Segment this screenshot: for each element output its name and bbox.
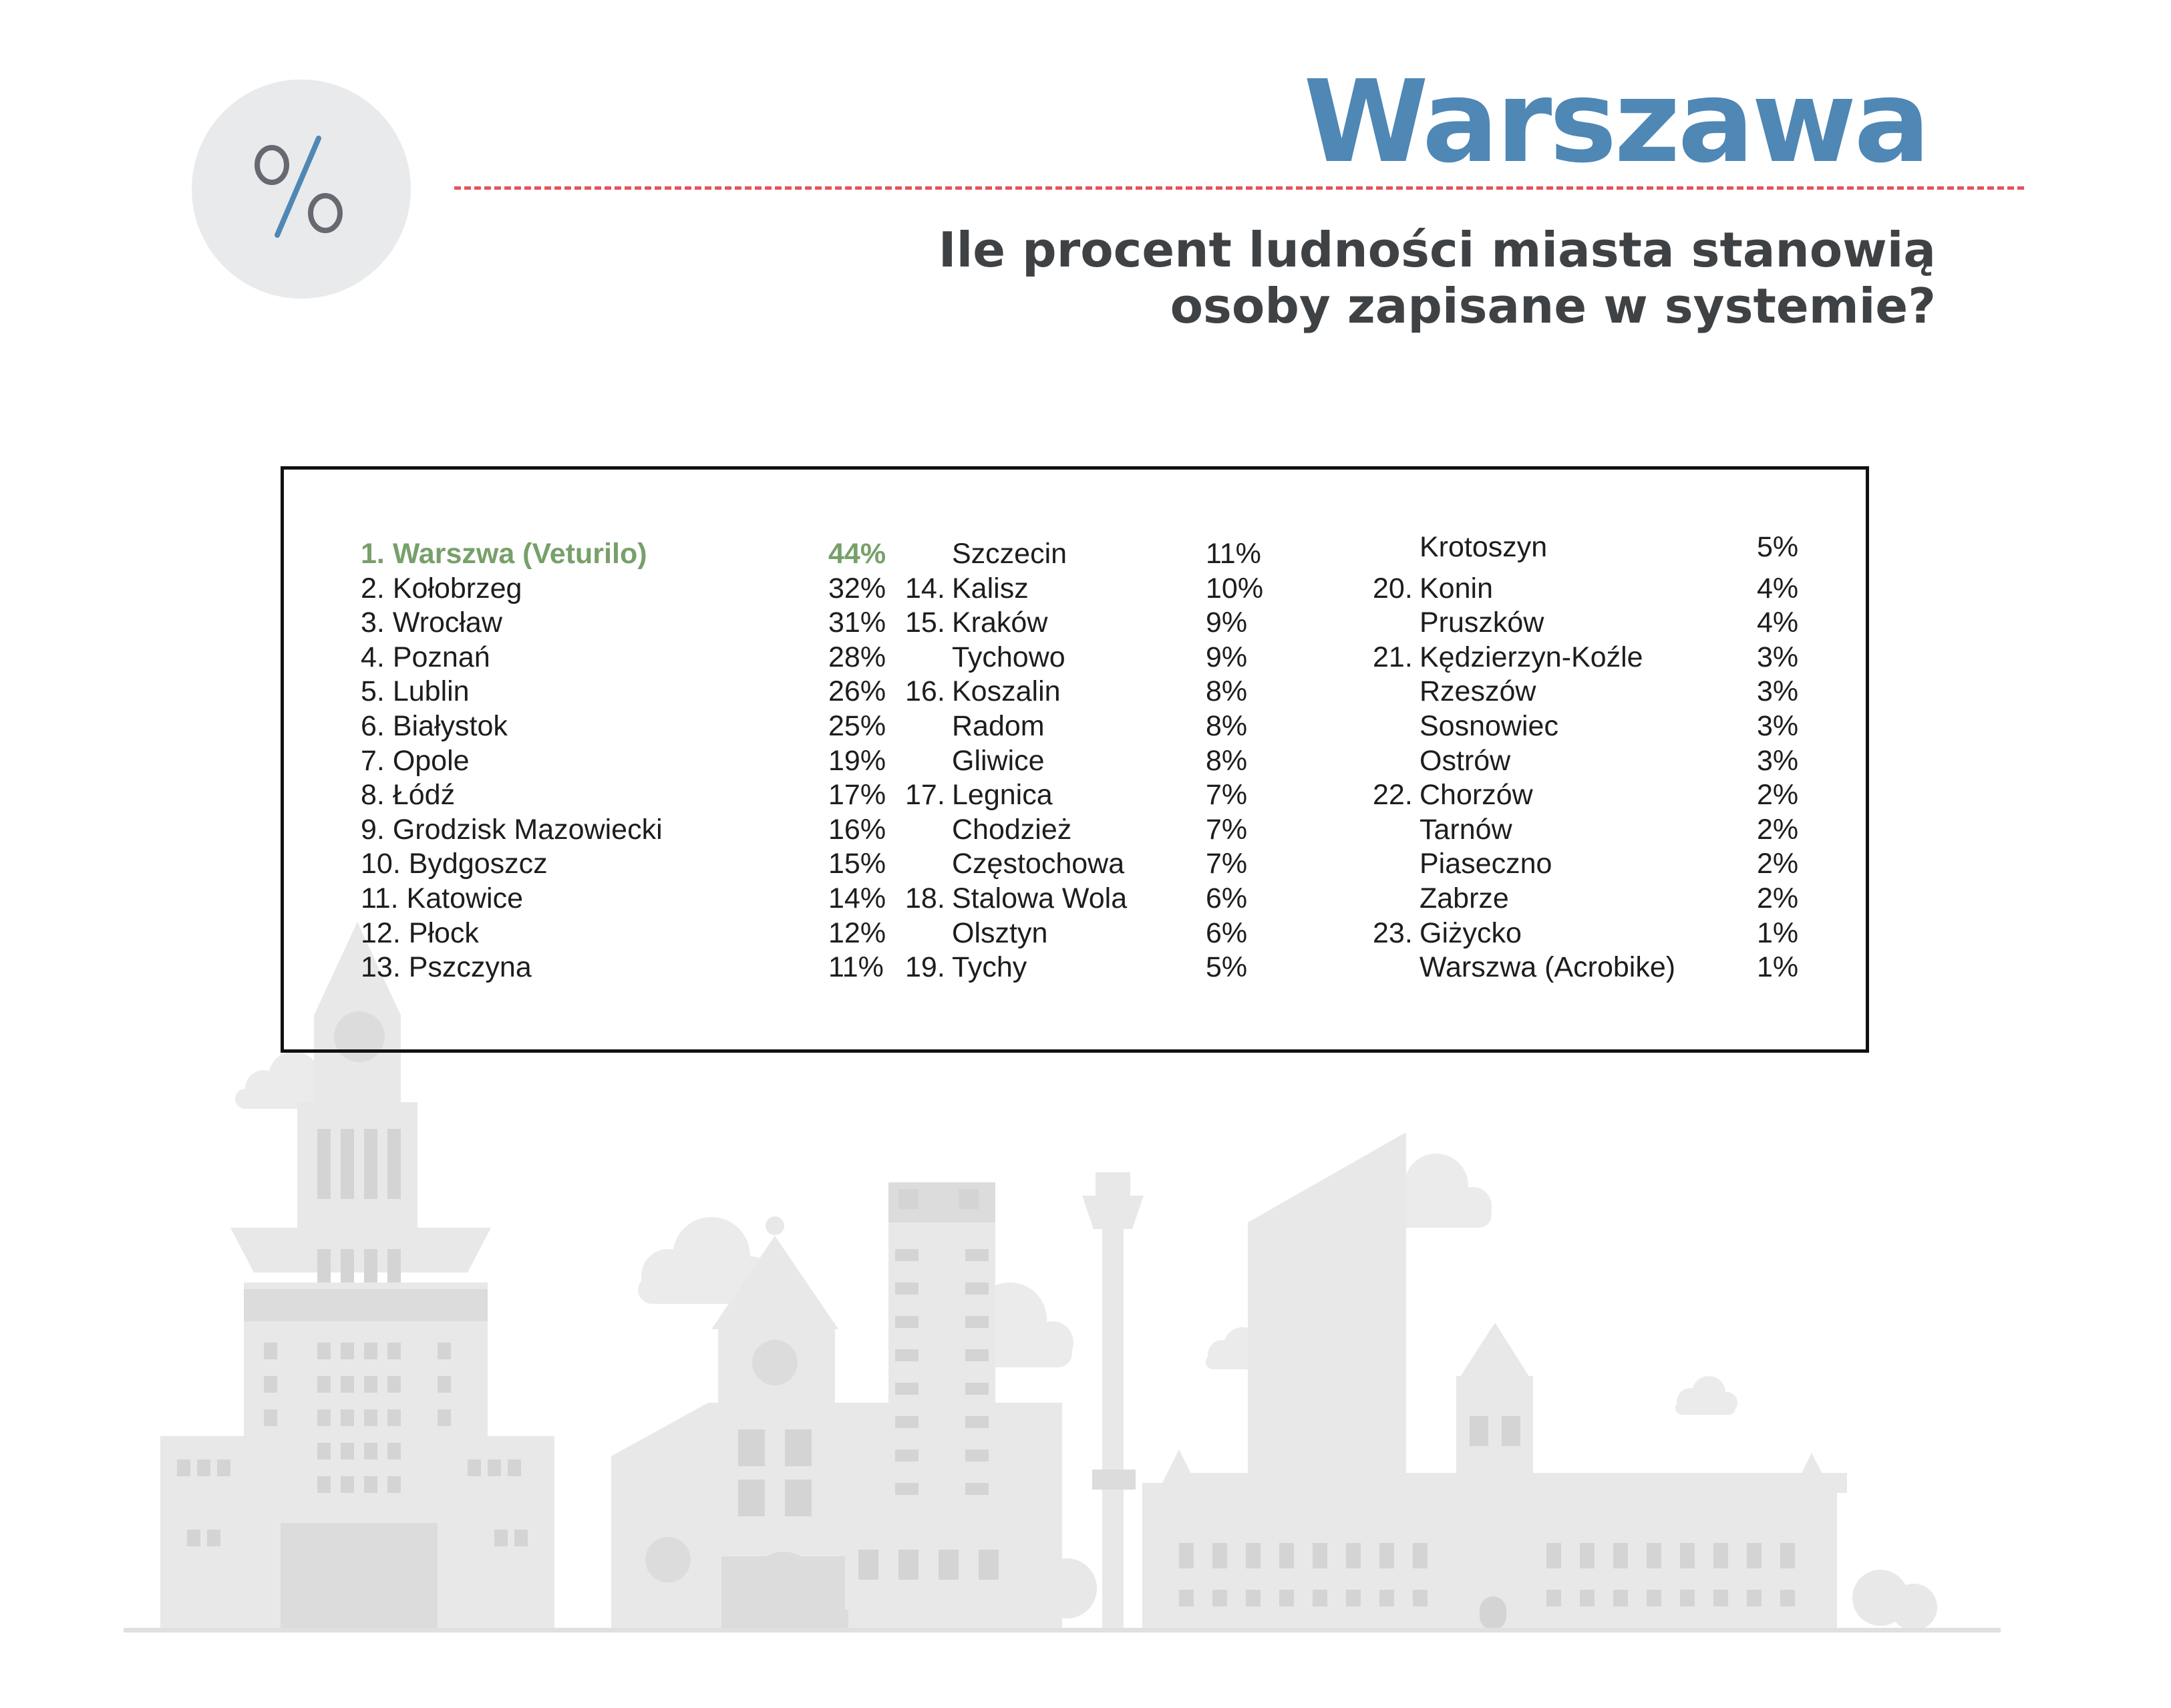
city-name: Kędzierzyn-Koźle [1420,641,1643,673]
city-name: Częstochowa [952,848,1125,880]
percentage-value: 11% [828,951,884,984]
rank-number: 12. [361,916,401,949]
percentage-value: 2% [1757,779,1799,812]
ranking-entry [361,709,508,743]
percentage-value: 7% [1206,779,1248,812]
percentage-value: 28% [828,641,886,673]
city-name: Kalisz [952,572,1029,605]
ranking-row [905,536,1286,571]
percentage-value: 2% [1757,848,1799,880]
ranking-row [905,812,1286,847]
ranking-row [361,881,908,916]
ranking-row [1373,605,1837,640]
city-name: Warszwa (Veturilo) [384,538,647,570]
subtitle-line-2: osoby zapisane w systemie? [1170,278,1936,334]
city-name: Kołobrzeg [384,572,522,605]
ranking-row [905,674,1286,709]
percentage-value: 11% [1206,538,1261,570]
ranking-row [361,605,908,640]
rank-number: 4. [361,641,385,673]
percentage-value: 26% [828,675,886,708]
city-name: Tychowo [952,641,1065,673]
ranking-table [281,466,1869,1053]
rank-number: 6. [361,710,385,742]
percentage-value: 16% [828,813,886,846]
city-name: Stalowa Wola [952,882,1128,914]
percentage-value: 17% [828,779,886,812]
percentage-value: 8% [1206,744,1248,777]
percentage-value: 3% [1757,641,1799,673]
city-name: Koszalin [952,675,1061,708]
city-name: Warszwa (Acrobike) [1420,951,1676,984]
rank-number: 18. [905,882,945,914]
rank-number: 1. [361,538,385,570]
rank-number: 9. [361,813,385,846]
rank-number: 22. [1373,779,1413,812]
city-name: Tarnów [1420,813,1512,846]
percentage-value: 25% [828,710,886,742]
ranking-row [361,916,908,951]
ranking-row [1373,530,1837,564]
ranking-entry [361,743,470,778]
city-name: Katowice [398,882,524,914]
rank-number: 13. [361,951,401,984]
percentage-value: 44% [828,538,886,570]
city-name: Szczecin [952,538,1067,570]
city-name: Zabrze [1420,882,1509,914]
ranking-row [1373,674,1837,709]
ranking-row [1373,812,1837,847]
ranking-entry [361,916,479,951]
cloud-icon [1675,1376,1737,1415]
city-name: Pruszków [1420,607,1544,639]
city-name: Krotoszyn [1420,531,1548,563]
rank-number: 14. [905,572,945,605]
rank-number: 10. [361,848,401,880]
ranking-row [1373,950,1837,985]
ranking-row [361,674,908,709]
ranking-row [1373,846,1837,881]
ranking-row [1373,571,1837,606]
city-name: Pszczyna [400,951,532,984]
city-name: Tychy [952,951,1027,984]
ranking-row [1373,640,1837,675]
ranking-row [905,778,1286,812]
percentage-value: 9% [1206,607,1248,639]
percentage-value: 3% [1757,744,1799,777]
ranking-row [361,709,908,743]
percentage-value: 5% [1757,531,1799,563]
percentage-value: 14% [828,882,886,914]
rank-number: 17. [905,779,945,812]
ranking-row [905,605,1286,640]
rank-number: 3. [361,607,385,639]
percentage-value: 15% [828,848,886,880]
ranking-row [1373,778,1837,812]
percentage-value: 2% [1757,813,1799,846]
city-name: Ostrów [1420,744,1511,777]
city-name: Chodzież [952,813,1072,846]
percentage-value: 7% [1206,813,1248,846]
rank-number: 16. [905,675,945,708]
city-name: Bydgoszcz [400,848,548,880]
ranking-entry [361,536,647,571]
percentage-value: 9% [1206,641,1248,673]
ranking-row [361,778,908,812]
ranking-row [905,916,1286,951]
city-name: Białystok [384,710,508,742]
ranking-row [905,571,1286,606]
page-subtitle [600,222,1936,334]
percentage-value: 31% [828,607,886,639]
ranking-row [905,846,1286,881]
percentage-value: 10% [1206,572,1264,605]
ranking-entry [361,571,522,606]
title-divider [454,186,2024,190]
page-title: Warszawa [1303,56,1928,188]
ranking-row [1373,709,1837,743]
city-name: Opole [384,744,470,777]
ranking-row [361,846,908,881]
ranking-row [361,812,908,847]
city-name: Gliwice [952,744,1045,777]
percentage-value: 5% [1206,951,1248,984]
percentage-value: 2% [1757,882,1799,914]
city-name: Rzeszów [1420,675,1536,708]
rank-number: 2. [361,572,385,605]
city-name: Poznań [384,641,490,673]
ranking-row [1373,881,1837,916]
ranking-entry [361,812,663,847]
ranking-row [905,640,1286,675]
city-name: Grodzisk Mazowiecki [384,813,663,846]
ranking-row [905,881,1286,916]
percent-icon [192,79,411,299]
rank-number: 8. [361,779,385,812]
ranking-row [905,709,1286,743]
ranking-row [361,571,908,606]
ranking-entry [361,674,470,709]
rank-number: 5. [361,675,385,708]
ranking-row [905,950,1286,985]
percentage-value: 3% [1757,675,1799,708]
ranking-entry [361,881,523,916]
ranking-row [361,743,908,778]
percentage-value: 6% [1206,916,1248,949]
ranking-entry [361,846,548,881]
percentage-value: 1% [1757,916,1799,949]
ranking-row [1373,743,1837,778]
rank-number: 21. [1373,641,1413,673]
percentage-value: 32% [828,572,886,605]
percent-badge [192,79,411,299]
ranking-row-highlighted [361,536,908,571]
rank-number: 11. [361,882,399,914]
percentage-value: 12% [828,916,886,949]
rank-number: 7. [361,744,385,777]
city-name: Kraków [952,607,1048,639]
percentage-value: 4% [1757,572,1799,605]
ranking-entry [361,605,502,640]
percentage-value: 1% [1757,951,1799,984]
ranking-entry [361,778,455,812]
city-name: Radom [952,710,1045,742]
percentage-value: 8% [1206,710,1248,742]
rank-number: 19. [905,951,945,984]
ranking-row [1373,916,1837,951]
city-name: Konin [1420,572,1493,605]
city-name: Lublin [384,675,470,708]
city-name: Chorzów [1420,779,1533,812]
ranking-row [905,743,1286,778]
rank-number: 15. [905,607,945,639]
city-name: Łódź [384,779,456,812]
city-name: Piaseczno [1420,848,1552,880]
city-name: Sosnowiec [1420,710,1558,742]
percentage-value: 7% [1206,848,1248,880]
city-name: Olsztyn [952,916,1048,949]
ranking-entry [361,640,490,675]
rank-number: 20. [1373,572,1413,605]
ranking-entry [361,950,532,985]
city-name: Giżycko [1420,916,1522,949]
subtitle-line-1: Ile procent ludności miasta stanowią [938,222,1936,278]
city-name: Płock [400,916,479,949]
percentage-value: 8% [1206,675,1248,708]
percentage-value: 4% [1757,607,1799,639]
city-name: Legnica [952,779,1053,812]
percentage-value: 19% [828,744,886,777]
ranking-row [361,950,908,985]
percentage-value: 6% [1206,882,1248,914]
city-name: Wrocław [384,607,502,639]
percentage-value: 3% [1757,710,1799,742]
ranking-row [361,640,908,675]
rank-number: 23. [1373,916,1413,949]
